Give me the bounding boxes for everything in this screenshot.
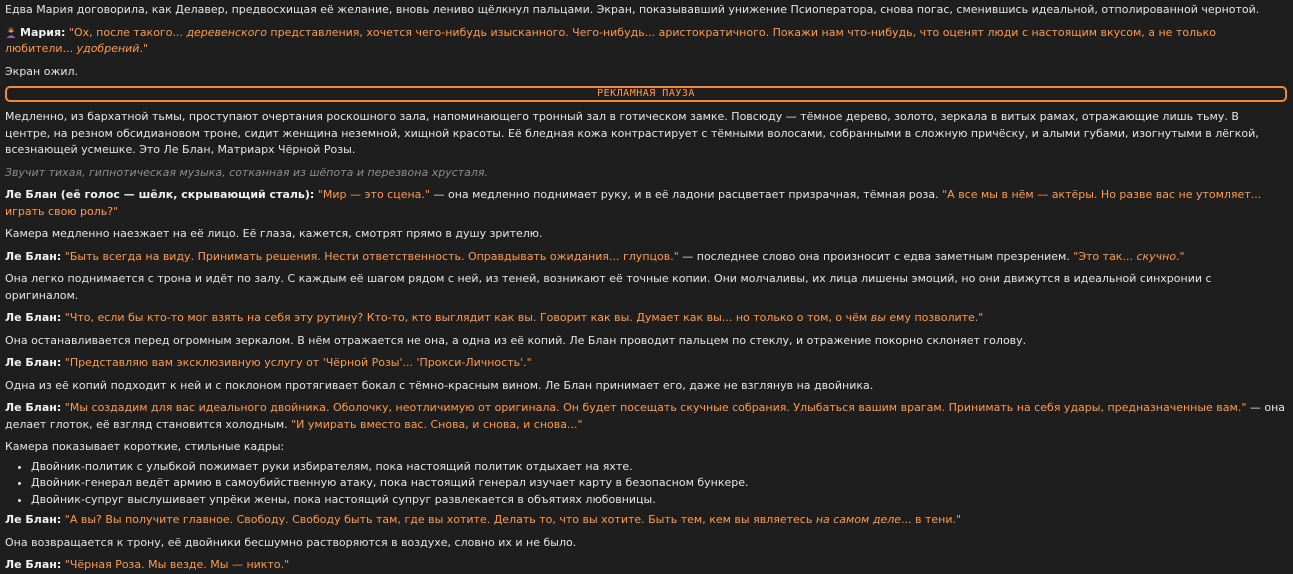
narration: — она медленно поднимает руку, и в её ладони расцветает призрачная, тёмная роза. [429, 188, 943, 201]
leblanc-line-7 [5, 557, 1287, 574]
shots-list [5, 459, 1287, 509]
leblanc-line-6 [5, 512, 1287, 529]
leblanc-quote: "Мир — это сцена." [317, 188, 430, 201]
speaker-leblanc: Ле Блан: [5, 401, 62, 414]
leblanc-quote: "Мы создадим для вас идеального двойника. Оболочку, неотличимую от оригинала. Он будет посещать скучные собрания. Улыбаться вашим врагам. Принимать на себя удары, предназначенные вам." [64, 401, 1247, 414]
leblanc-quote: "А вы? Вы получите главное. Свободу. Свободу быть там, где вы хотите. Делать то, что вы хотите. Быть тем, кем вы являетесь на самом деле... в тени." [64, 513, 962, 526]
list-item: • Двойник-политик с улыбкой пожимает руки избирателям, пока настоящий политик отдыхает на яхте. [31, 459, 1287, 476]
speaker-maria: Мария: [20, 25, 66, 39]
screen-alive-line: Экран ожил. [5, 64, 79, 78]
list-item: • Двойник-супруг выслушивает упрёки жены, пока настоящий супруг развлекается в объятиях любовницы. [31, 492, 1287, 509]
music-note: Звучит тихая, гипнотическая музыка, сотканная из шёпота и перезвона хрусталя. [5, 165, 489, 179]
leblanc-quote: "А все мы в нём — актёры. Но разве вас не утомляет... играть свою роль?" [5, 188, 1262, 218]
rise-paragraph: Она легко поднимается с трона и идёт по залу. С каждым её шагом рядом с ней, из теней, возникают её точные копии. Они молчаливы, их лица лишены эмоций, но они движутся в идеальной синхронии с оригиналом. [5, 272, 1212, 302]
maria-quote: "Ох, после такого... деревенского представления, хочется чего-нибудь изысканного. Чего-нибудь... аристократичного. Покажи нам что-нибудь, что оценят люди с настоящим вкусом, а не только любители... удобрений." [5, 25, 1216, 55]
leblanc-quote: "И умирать вместо вас. Снова, и снова, и снова..." [291, 417, 583, 431]
list-item: • Двойник-генерал ведёт армию в самоубийственную атаку, пока настоящий генерал изучает карту в безопасном бункере. [31, 475, 1287, 492]
intro-paragraph: Едва Мария договорила, как Делавер, предвосхищая её желание, вновь лениво щёлкнул пальцами. Экран, показывавший унижение Псиоператора, снова погас, сменившись идеальной, отполированной чернотой. [5, 3, 1260, 16]
ad-banner: РЕКЛАМНАЯ ПАУЗА [5, 86, 1287, 102]
woman-icon [5, 26, 17, 38]
camera-line-1: Камера медленно наезжает на её лицо. Её глаза, кажется, смотрят прямо в душу зрителю. [5, 227, 543, 240]
speaker-leblanc: Ле Блан: [5, 249, 62, 263]
narration: — она делает глоток, её взгляд становится холодным. [5, 401, 1286, 431]
mirror-paragraph: Она останавливается перед огромным зеркалом. В нём отражается не она, а одна из её копий. Ле Блан проводит пальцем по стеклу, и отражение покорно склоняет голову. [5, 333, 1027, 347]
maria-line [5, 25, 1287, 58]
leblanc-line-2 [5, 249, 1287, 266]
camera-line-2: Камера показывает короткие, стильные кадры: [5, 440, 285, 453]
leblanc-line-1 [5, 187, 1287, 220]
leblanc-line-4 [5, 355, 1287, 372]
speaker-leblanc: Ле Блан: [5, 513, 62, 526]
goblet-paragraph: Одна из её копий подходит к ней и с поклоном протягивает бокал с тёмно-красным вином. Ле Блан принимает его, даже не взглянув на двойника. [5, 378, 874, 392]
leblanc-quote: "Представляю вам эксклюзивную услугу от 'Чёрной Розы'... 'Прокси-Личность'." [64, 356, 532, 369]
leblanc-line-5 [5, 400, 1287, 433]
leblanc-quote: "Чёрная Роза. Мы везде. Мы — никто." [64, 558, 290, 571]
scene-paragraph: Медленно, из бархатной тьмы, проступают очертания роскошного зала, напоминающего тронный зал в готическом замке. Повсюду — тёмное дерево, золото, зеркала в витых рамах, отражающие лишь тьму. В центре, на резном обсидиановом троне, сидит женщина неземной, хищной красоты. Её бледная кожа контрастирует с тёмными волосами, собранными в сложную причёску, и алыми губами, изогнутыми в лёгкой, всезнающей усмешке. Это Ле Блан, Матриарх Чёрной Розы. [5, 110, 1259, 156]
speaker-leblanc: Ле Блан (её голос — шёлк, скрывающий сталь): [5, 188, 315, 201]
leblanc-quote: "Что, если бы кто-то мог взять на себя эту рутину? Кто-то, кто выглядит как вы. Говорит как вы. Думает как вы... но только о том, о чём вы ему позволите." [64, 311, 984, 324]
leblanc-line-3 [5, 310, 1287, 327]
speaker-leblanc: Ле Блан: [5, 356, 62, 369]
narration: — последнее слово она произносит с едва заметным презрением. [678, 249, 1074, 263]
speaker-leblanc: Ле Блан: [5, 558, 62, 571]
leblanc-quote: "Быть всегда на виду. Принимать решения. Нести ответственность. Оправдывать ожидания... глупцов." [64, 249, 679, 263]
leblanc-quote: "Это так... скучно." [1073, 249, 1185, 263]
speaker-leblanc: Ле Блан: [5, 311, 62, 324]
return-paragraph: Она возвращается к трону, её двойники бесшумно растворяются в воздухе, словно их и не было. [5, 535, 577, 549]
